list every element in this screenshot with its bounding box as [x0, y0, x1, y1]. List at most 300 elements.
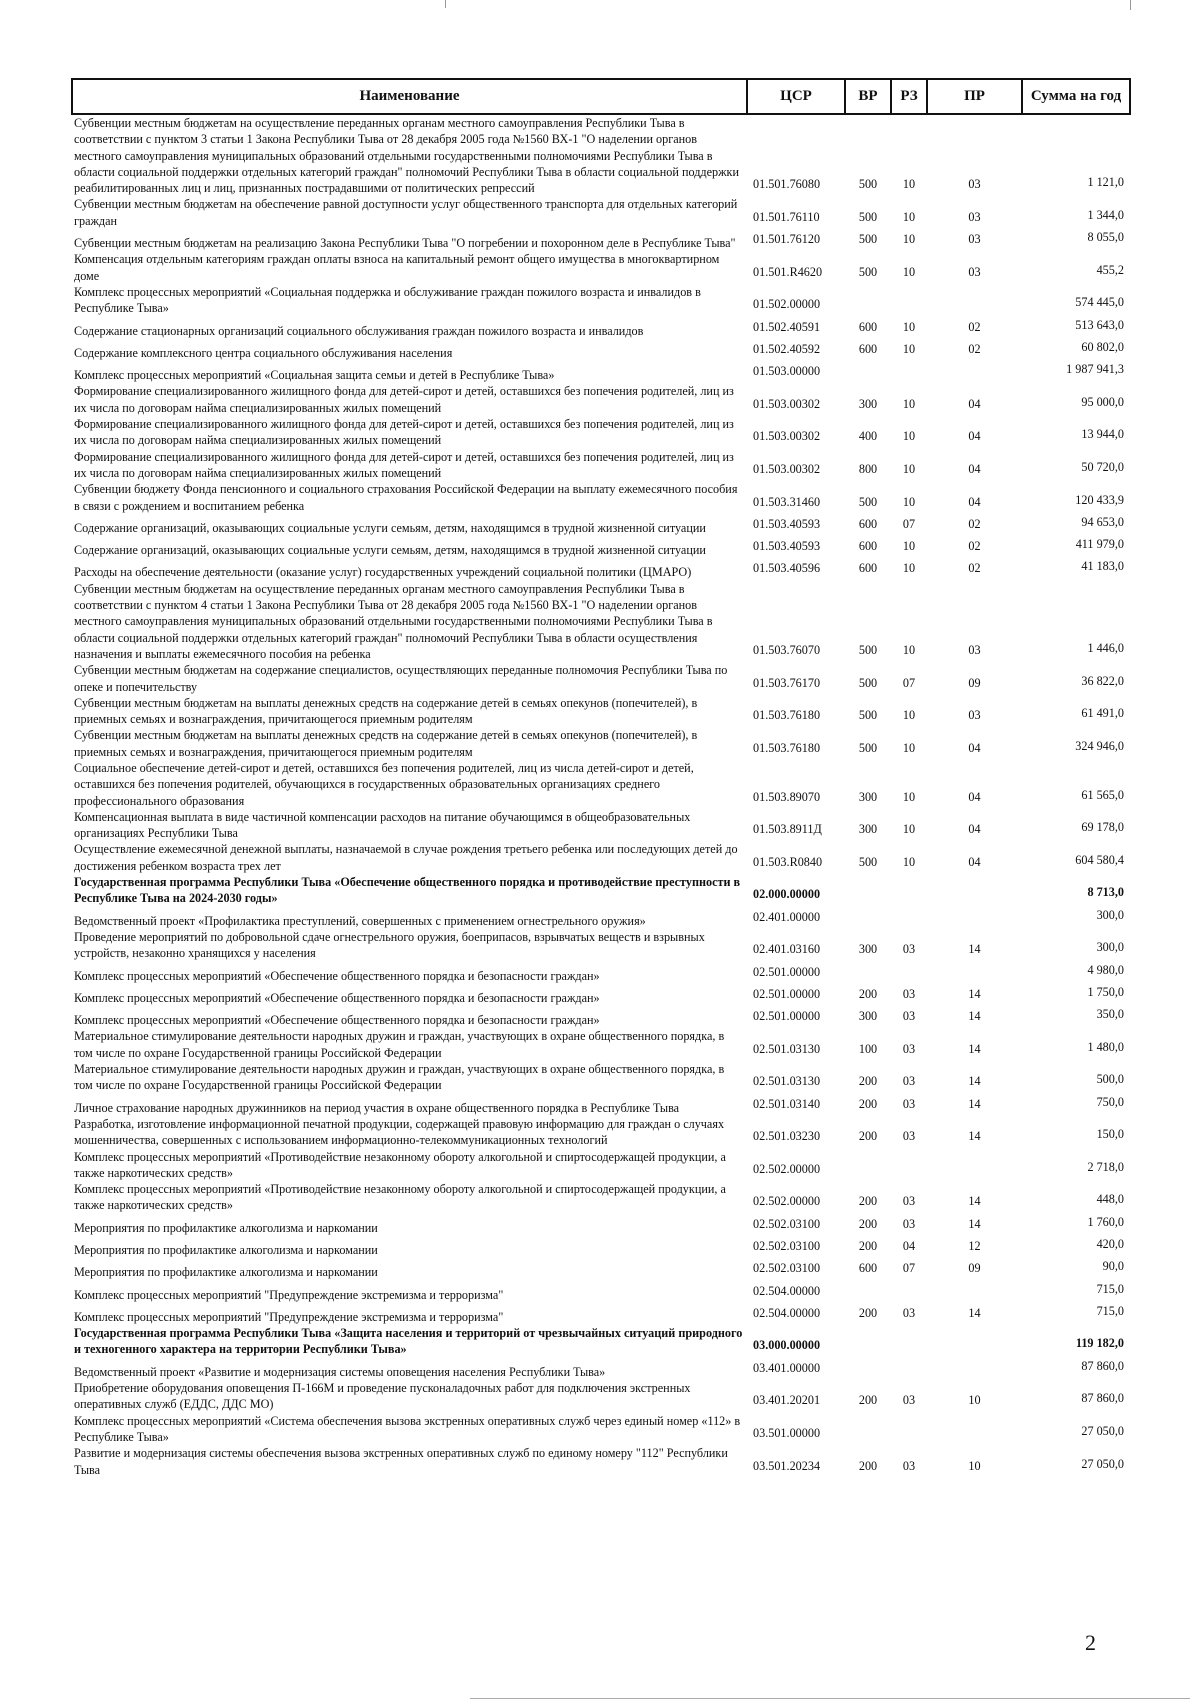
row-vr: 200 [858, 1458, 878, 1473]
row-sum: 120 433,9 [1075, 492, 1124, 507]
table-row [72, 760, 1130, 809]
row-csr: 03.000.00000 [753, 1338, 821, 1353]
row-sum: 1 121,0 [1087, 175, 1124, 190]
row-pr: 09 [968, 675, 981, 690]
row-rz: 10 [902, 539, 916, 554]
row-rz: 10 [902, 429, 916, 444]
row-rz: 10 [902, 494, 916, 509]
row-csr: 02.502.03100 [753, 1261, 821, 1276]
row-vr: 500 [858, 232, 878, 247]
table-row [72, 229, 1130, 251]
row-pr [927, 1281, 1022, 1303]
row-name: Комплекс процессных мероприятий «Социальная поддержка и обслуживание граждан пожилого возраста и инвалидов в Республике Тыва» [74, 284, 701, 316]
table-row [72, 383, 1130, 416]
row-rz: 10 [902, 461, 916, 476]
row-vr: 600 [858, 341, 878, 356]
row-name: Формирование специализированного жилищного фонда для детей-сирот и детей, оставшихся без попечения родителей, лиц из их числа по договорам найма специализированных жилых помещений [74, 384, 734, 415]
table-row [72, 874, 1130, 907]
row-vr [845, 1413, 891, 1446]
table-row [72, 1380, 1130, 1413]
row-vr: 200 [858, 1216, 878, 1231]
row-rz: 03 [902, 942, 916, 957]
row-vr: 500 [858, 740, 878, 755]
row-pr: 14 [968, 1216, 981, 1231]
row-vr: 500 [858, 642, 878, 657]
row-sum: 61 565,0 [1081, 787, 1124, 802]
row-name: Комплекс процессных мероприятий «Обеспечение общественного порядка и безопасности граждан» [74, 968, 600, 983]
table-row [72, 481, 1130, 514]
row-csr: 02.501.00000 [753, 964, 821, 979]
row-pr [927, 907, 1022, 929]
row-csr: 01.503.40596 [753, 561, 821, 576]
row-name: Комплекс процессных мероприятий «Противодействие незаконному обороту алкогольной и спиртосодержащей продукции, а также наркотических средств» [74, 1182, 726, 1213]
row-rz: 10 [902, 341, 916, 356]
row-csr: 01.502.40591 [753, 319, 821, 334]
header-sum: Сумма на год [1022, 79, 1130, 114]
row-csr: 01.501.76120 [753, 232, 821, 247]
row-vr: 500 [858, 708, 878, 723]
row-pr: 03 [968, 177, 981, 192]
row-rz [891, 1413, 927, 1446]
row-rz: 03 [902, 1305, 916, 1320]
table-row [72, 1094, 1130, 1116]
row-name: Компенсация отдельным категориям граждан оплаты взноса на капитальный ремонт общего имущества в многоквартирном доме [74, 252, 720, 283]
row-csr: 02.401.03160 [753, 942, 821, 957]
row-sum: 69 178,0 [1081, 820, 1124, 835]
row-sum: 95 000,0 [1081, 394, 1124, 409]
row-name: Государственная программа Республики Тыва «Защита населения и территорий от чрезвычайных ситуаций природного и техногенного характера на территории Республики Тыва» [74, 1326, 743, 1357]
row-csr: 01.502.40592 [753, 341, 821, 356]
row-rz [891, 1149, 927, 1182]
table-row [72, 196, 1130, 229]
row-name: Содержание комплексного центра социального обслуживания населения [74, 345, 453, 360]
row-name: Развитие и модернизация системы обеспечения вызова экстренных оперативных служб по единому номеру "112" Республики Тыва [74, 1446, 728, 1477]
row-name: Мероприятия по профилактике алкоголизма и наркомании [74, 1220, 378, 1235]
row-name: Субвенции местным бюджетам на выплаты денежных средств на содержание детей в семьях опекунов (попечителей), в приемных семьях и вознаграждения, причитающегося приемным родителям [74, 695, 698, 727]
row-rz [891, 361, 927, 383]
row-csr: 01.502.00000 [753, 297, 821, 312]
table-row [72, 536, 1130, 558]
row-vr [845, 907, 891, 929]
row-vr: 800 [858, 461, 878, 476]
row-pr: 02 [968, 516, 981, 531]
table-row [72, 1281, 1130, 1303]
page-number: 2 [1085, 1630, 1096, 1655]
row-sum: 36 822,0 [1081, 673, 1124, 688]
header-rz: РЗ [891, 79, 927, 114]
row-pr: 04 [968, 789, 981, 804]
row-rz: 03 [902, 1096, 916, 1111]
row-pr: 14 [968, 1074, 981, 1089]
row-name: Формирование специализированного жилищного фонда для детей-сирот и детей, оставшихся без попечения родителей, лиц из их числа по договорам найма специализированных жилых помещений [74, 417, 734, 448]
row-name: Комплекс процессных мероприятий «Противодействие незаконному обороту алкогольной и спиртосодержащей продукции, а также наркотических средств» [74, 1149, 726, 1180]
row-rz [891, 1281, 927, 1303]
row-name: Субвенции местным бюджетам на осуществление переданных органам местного самоуправления Республики Тыва в соответствии с пунктом 4 статьи 1 Закона Республики Тыва от 28 декабря 2005 года №1560 ВХ-1 "О наделении органов местного самоуправления муниципальных образований отдельными государственными полномочиями Республики Тыва в области социальной поддержки отдельных категорий граждан" полномочий Республики Тыва в области осуществления назначения и выплаты ежемесячного пособия на ребенка [74, 581, 713, 661]
scan-mark [1130, 0, 1131, 10]
row-rz: 03 [902, 986, 916, 1001]
row-rz: 10 [902, 740, 916, 755]
row-pr: 04 [968, 461, 981, 476]
row-name: Комплекс процессных мероприятий «Система обеспечения вызова экстренных оперативных служб через единый номер «112» в Республике Тыва» [74, 1413, 741, 1444]
row-vr: 400 [858, 429, 878, 444]
row-sum: 94 653,0 [1081, 514, 1124, 529]
row-pr: 04 [968, 740, 981, 755]
row-rz: 10 [902, 396, 916, 411]
row-name: Осуществление ежемесячной денежной выплаты, назначаемой в случае рождения третьего ребенка или последующих детей до достижения ребенком возраста трех лет [74, 842, 738, 873]
table-row [72, 1358, 1130, 1380]
table-row [72, 841, 1130, 874]
row-name: Ведомственный проект «Развитие и модернизация системы оповещения населения Республики Тыва» [74, 1364, 606, 1379]
row-vr: 500 [858, 675, 878, 690]
row-sum: 715,0 [1096, 1303, 1124, 1318]
table-row [72, 1236, 1130, 1258]
header-name: Наименование [72, 79, 747, 114]
budget-table [71, 78, 1131, 1478]
row-name: Приобретение оборудования оповещения П-166М и проведение пусконаладочных работ для подключения экстренных оперативных служб (ЕДДС, ДДС МО) [74, 1381, 691, 1412]
row-rz [891, 907, 927, 929]
row-sum: 715,0 [1096, 1281, 1124, 1296]
table-row [72, 1028, 1130, 1061]
row-name: Субвенции местным бюджетам на выплаты денежных средств на содержание детей в семьях опекунов (попечителей), в приемных семьях и вознаграждения, причитающегося приемным родителям [74, 728, 698, 759]
table-row [72, 1258, 1130, 1280]
row-rz: 03 [902, 1009, 916, 1024]
row-name: Компенсационная выплата в виде частичной компенсации расходов на питание обучающимся в общеобразовательных организациях Республики Тыва [74, 809, 691, 841]
row-sum: 150,0 [1096, 1127, 1124, 1142]
row-csr: 01.503.00000 [753, 364, 821, 379]
row-vr: 500 [858, 177, 878, 192]
scan-marks [0, 0, 1200, 12]
table-header [72, 79, 1130, 114]
row-sum: 90,0 [1102, 1259, 1124, 1274]
row-pr: 04 [968, 822, 981, 837]
table-row [72, 1116, 1130, 1149]
footer-line [470, 1698, 1190, 1699]
table-row [72, 907, 1130, 929]
row-rz: 10 [902, 822, 916, 837]
row-pr: 14 [968, 1096, 981, 1111]
row-pr: 04 [968, 429, 981, 444]
header-csr: ЦСР [747, 79, 845, 114]
row-csr: 02.502.03100 [753, 1216, 821, 1231]
table-row [72, 416, 1130, 449]
row-vr: 200 [858, 1096, 878, 1111]
row-sum: 27 050,0 [1081, 1456, 1124, 1471]
row-csr: 02.501.00000 [753, 1009, 821, 1024]
row-csr: 01.503.40593 [753, 539, 821, 554]
row-name: Ведомственный проект «Профилактика преступлений, совершенных с применением огнестрельного оружия» [74, 913, 646, 928]
row-rz: 04 [902, 1239, 916, 1253]
row-csr: 01.503.89070 [753, 789, 821, 804]
row-pr: 14 [968, 1129, 981, 1144]
row-name: Материальное стимулирование деятельности народных дружин и граждан, участвующих в охране общественного порядка, в том числе по охране Государственной границы Российской Федерации [74, 1029, 725, 1060]
table-row [72, 449, 1130, 482]
row-name: Комплекс процессных мероприятий "Предупреждение экстремизма и терроризма" [74, 1309, 504, 1324]
row-sum: 61 491,0 [1081, 706, 1124, 721]
table-row [72, 581, 1130, 662]
table-row [72, 1061, 1130, 1094]
header-vr: ВР [845, 79, 891, 114]
row-sum: 8 055,0 [1087, 230, 1124, 245]
row-sum: 1 480,0 [1087, 1039, 1124, 1054]
row-sum: 513 643,0 [1075, 317, 1124, 332]
row-sum: 50 720,0 [1081, 459, 1124, 474]
row-rz: 10 [902, 319, 916, 334]
row-vr: 600 [858, 516, 878, 531]
row-csr: 02.401.00000 [753, 909, 821, 924]
row-pr: 14 [968, 1041, 981, 1056]
row-vr: 500 [858, 209, 878, 224]
row-pr [927, 1358, 1022, 1380]
row-pr: 09 [968, 1261, 981, 1276]
row-sum: 448,0 [1096, 1192, 1124, 1207]
row-name: Субвенции бюджету Фонда пенсионного и социального страхования Российской Федерации на выплату ежемесячного пособия в связи с рождением и воспитанием ребенка [74, 482, 738, 513]
row-rz [891, 1358, 927, 1380]
row-csr: 01.503.31460 [753, 494, 821, 509]
row-rz: 10 [902, 209, 916, 224]
row-rz: 10 [902, 789, 916, 804]
row-vr: 300 [858, 942, 878, 957]
row-csr: 03.401.20201 [753, 1393, 821, 1408]
row-sum: 87 860,0 [1081, 1391, 1124, 1406]
row-vr: 200 [858, 986, 878, 1001]
row-vr: 500 [858, 264, 878, 279]
row-csr: 02.502.00000 [753, 1161, 821, 1176]
row-sum: 60 802,0 [1081, 339, 1124, 354]
table-row [72, 662, 1130, 695]
row-vr [845, 1281, 891, 1303]
row-sum: 604 580,4 [1075, 852, 1124, 867]
row-sum: 420,0 [1096, 1237, 1124, 1251]
table-row [72, 1149, 1130, 1182]
row-name: Комплекс процессных мероприятий «Обеспечение общественного порядка и безопасности граждан» [74, 1013, 600, 1028]
row-csr: 01.503.76180 [753, 708, 821, 723]
table-row [72, 727, 1130, 760]
table-row [72, 558, 1130, 580]
row-vr [845, 962, 891, 984]
row-rz: 07 [902, 516, 916, 531]
row-vr: 500 [858, 494, 878, 509]
row-name: Формирование специализированного жилищного фонда для детей-сирот и детей, оставшихся без попечения родителей, лиц из их числа по договорам найма специализированных жилых помещений [74, 449, 734, 480]
row-sum: 300,0 [1096, 907, 1124, 922]
row-sum: 2 718,0 [1087, 1159, 1124, 1174]
table-row [72, 1325, 1130, 1358]
row-name: Комплекс процессных мероприятий "Предупреждение экстремизма и терроризма" [74, 1287, 504, 1302]
row-sum: 1 344,0 [1087, 207, 1124, 222]
row-csr: 02.501.03130 [753, 1041, 821, 1056]
table-body [72, 114, 1130, 1478]
row-csr: 02.504.00000 [753, 1283, 821, 1298]
scan-mark [445, 0, 446, 8]
row-rz: 03 [902, 1194, 916, 1209]
row-name: Расходы на обеспечение деятельности (оказание услуг) государственных учреждений социальной политики (ЦМАРО) [74, 565, 692, 580]
row-sum: 13 944,0 [1081, 427, 1124, 442]
row-rz: 03 [902, 1041, 916, 1056]
row-pr [927, 284, 1022, 317]
table-row [72, 1303, 1130, 1325]
row-sum: 411 979,0 [1075, 537, 1124, 552]
row-vr: 300 [858, 1009, 878, 1024]
row-name: Комплекс процессных мероприятий «Социальная защита семьи и детей в Республике Тыва» [74, 368, 555, 383]
table-row [72, 1181, 1130, 1214]
row-sum: 350,0 [1096, 1007, 1124, 1022]
row-pr: 14 [968, 986, 981, 1001]
row-vr: 200 [858, 1074, 878, 1089]
row-pr: 04 [968, 854, 981, 869]
row-vr: 500 [858, 854, 878, 869]
table-row [72, 339, 1130, 361]
row-name: Государственная программа Республики Тыва «Обеспечение общественного порядка и противодействие преступности в Республике Тыва на 2024-2030 годы» [74, 875, 741, 906]
row-name: Мероприятия по профилактике алкоголизма и наркомании [74, 1265, 378, 1280]
row-pr: 04 [968, 396, 981, 411]
row-rz [891, 874, 927, 907]
row-rz: 10 [902, 854, 916, 869]
row-vr [845, 284, 891, 317]
row-pr [927, 1413, 1022, 1446]
row-vr: 200 [858, 1129, 878, 1144]
row-csr: 01.503.76070 [753, 642, 821, 657]
row-name: Материальное стимулирование деятельности народных дружин и граждан, участвующих в охране общественного порядка, в том числе по охране Государственной границы Российской Федерации [74, 1062, 725, 1093]
row-vr [845, 1358, 891, 1380]
row-pr: 02 [968, 539, 981, 554]
row-pr [927, 962, 1022, 984]
row-pr: 14 [968, 942, 981, 957]
row-csr: 02.501.03140 [753, 1096, 821, 1111]
row-rz: 10 [902, 232, 916, 247]
row-rz: 03 [902, 1074, 916, 1089]
row-pr: 14 [968, 1194, 981, 1209]
row-rz: 10 [902, 264, 916, 279]
row-pr: 02 [968, 319, 981, 334]
table-row [72, 317, 1130, 339]
row-rz: 10 [902, 561, 916, 576]
row-csr: 02.000.00000 [753, 887, 821, 902]
table-row [72, 114, 1130, 196]
row-name: Проведение мероприятий по добровольной сдаче огнестрельного оружия, боеприпасов, взрывчатых веществ и взрывных устройств, незаконно хранящихся у населения [74, 929, 705, 961]
row-pr [927, 1149, 1022, 1182]
row-vr: 600 [858, 319, 878, 334]
row-csr: 02.502.03100 [753, 1239, 821, 1253]
row-csr: 02.502.00000 [753, 1194, 821, 1209]
row-csr: 02.501.00000 [753, 986, 821, 1001]
row-csr: 01.503.00302 [753, 429, 821, 444]
row-vr: 300 [858, 822, 878, 837]
row-name: Субвенции местным бюджетам на содержание специалистов, осуществляющих переданные полномочия Республики Тыва по опеке и попечительству [74, 663, 728, 694]
row-name: Содержание организаций, оказывающих социальные услуги семьям, детям, находящимся в трудной жизненной ситуации [74, 543, 706, 558]
row-sum: 1 987 941,3 [1066, 362, 1124, 377]
row-rz: 07 [902, 675, 916, 690]
row-rz: 03 [902, 1129, 916, 1144]
row-pr: 02 [968, 561, 981, 576]
row-name: Социальное обеспечение детей-сирот и детей, оставшихся без попечения родителей, лиц из числа детей-сирот и детей, оставшихся без попечения родителей, обучающихся в государственных образовательных организациях среднего профессионального образования [74, 760, 694, 808]
row-sum: 119 182,0 [1075, 1336, 1124, 1351]
row-vr: 600 [858, 539, 878, 554]
row-pr: 14 [968, 1305, 981, 1320]
row-vr: 600 [858, 1261, 878, 1276]
row-vr: 100 [858, 1041, 878, 1056]
row-vr [845, 1325, 891, 1358]
row-sum: 4 980,0 [1087, 962, 1124, 977]
row-rz [891, 284, 927, 317]
row-name: Содержание стационарных организаций социального обслуживания граждан пожилого возраста и инвалидов [74, 323, 644, 338]
table-row [72, 695, 1130, 728]
row-sum: 455,2 [1096, 262, 1124, 277]
row-vr: 200 [858, 1393, 878, 1408]
row-rz: 07 [902, 1261, 916, 1276]
table-row [72, 929, 1130, 962]
row-rz: 03 [902, 1393, 916, 1408]
table-row [72, 361, 1130, 383]
row-pr: 04 [968, 494, 981, 509]
row-rz: 03 [902, 1216, 916, 1231]
row-name: Мероприятия по профилактике алкоголизма и наркомании [74, 1243, 378, 1257]
row-sum: 1 760,0 [1087, 1214, 1124, 1229]
row-csr: 01.503.00302 [753, 461, 821, 476]
row-csr: 01.503.76180 [753, 740, 821, 755]
row-sum: 500,0 [1096, 1072, 1124, 1087]
row-vr: 200 [858, 1194, 878, 1209]
row-csr: 01.501.76080 [753, 177, 821, 192]
row-rz: 10 [902, 177, 916, 192]
row-sum: 87 860,0 [1081, 1358, 1124, 1373]
row-name: Субвенции местным бюджетам на реализацию Закона Республики Тыва "О погребении и похоронном деле в Республике Тыва" [74, 236, 736, 251]
row-pr: 03 [968, 264, 981, 279]
row-pr [927, 1325, 1022, 1358]
table-row [72, 1413, 1130, 1446]
row-csr: 01.501.76110 [753, 209, 820, 224]
table-row [72, 1214, 1130, 1236]
row-pr: 03 [968, 642, 981, 657]
row-pr: 12 [968, 1239, 981, 1253]
row-csr: 01.503.00302 [753, 396, 821, 411]
row-sum: 1 446,0 [1087, 640, 1124, 655]
row-name: Разработка, изготовление информационной печатной продукции, содержащей правовую информацию для граждан о случаях мошенничества, совершенных с использованием информационно-телекоммуникационных технологий [74, 1116, 725, 1148]
row-vr: 300 [858, 396, 878, 411]
row-csr: 01.503.8911Д [753, 822, 822, 837]
table-row [72, 514, 1130, 536]
row-name: Субвенции местным бюджетам на обеспечение равной доступности услуг общественного транспорта для отдельных категорий граждан [74, 197, 738, 228]
row-vr: 200 [858, 1239, 878, 1253]
row-pr: 10 [968, 1458, 981, 1473]
row-csr: 01.503.76170 [753, 675, 821, 690]
row-csr: 02.501.03130 [753, 1074, 821, 1089]
row-pr: 03 [968, 232, 981, 247]
table-row [72, 284, 1130, 317]
row-csr: 03.501.20234 [753, 1458, 821, 1473]
row-csr: 03.501.00000 [753, 1425, 821, 1440]
row-pr: 02 [968, 341, 981, 356]
row-vr [845, 874, 891, 907]
table-row [72, 984, 1130, 1006]
row-csr: 03.401.00000 [753, 1360, 821, 1375]
row-csr: 01.501.R4620 [753, 264, 823, 279]
table-row [72, 1445, 1130, 1478]
row-rz: 10 [902, 708, 916, 723]
table-row [72, 1006, 1130, 1028]
row-csr: 01.503.40593 [753, 516, 821, 531]
row-pr [927, 874, 1022, 907]
row-rz: 03 [902, 1458, 916, 1473]
row-vr [845, 361, 891, 383]
row-sum: 27 050,0 [1081, 1423, 1124, 1438]
table-row [72, 809, 1130, 842]
row-name: Субвенции местным бюджетам на осуществление переданных органам местного самоуправления Республики Тыва в соответствии с пунктом 3 статьи 1 Закона Республики Тыва от 28 декабря 2005 года №1560 ВХ-1 "О наделении органов местного самоуправления муниципальных образований отдельными государственными полномочиями Республики Тыва в области социальной поддержки отдельных категорий граждан" полномочий Республики Тыва в области социальной поддержки реабилитированных лиц и лиц, признанных пострадавшими от политических репрессий [74, 116, 739, 196]
row-vr [845, 1149, 891, 1182]
row-name: Содержание организаций, оказывающих социальные услуги семьям, детям, находящимся в трудной жизненной ситуации [74, 520, 706, 535]
table-row [72, 962, 1130, 984]
row-csr: 02.501.03230 [753, 1129, 821, 1144]
row-pr: 14 [968, 1009, 981, 1024]
row-sum: 324 946,0 [1075, 738, 1124, 753]
